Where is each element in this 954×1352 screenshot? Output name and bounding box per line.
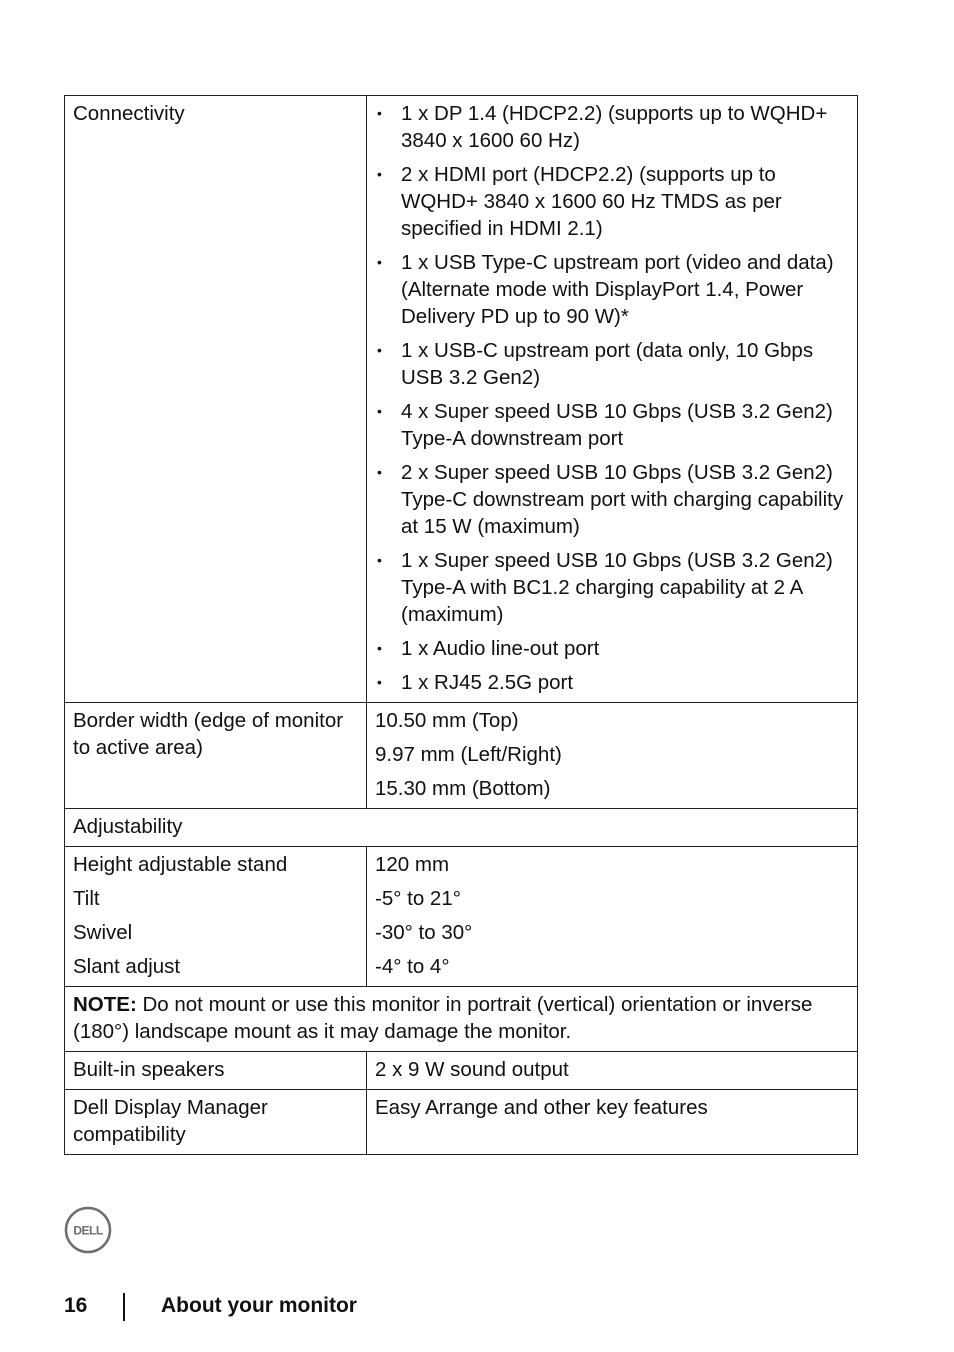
connectivity-item: • 1 x Super speed USB 10 Gbps (USB 3.2 Gen2) Type-A with BC1.2 charging capability at 2 A (maximum): [377, 549, 833, 626]
bullet-icon: •: [377, 254, 382, 270]
adjustability-labels: [65, 847, 367, 987]
ddm-row: [65, 1090, 858, 1155]
bullet-icon: •: [377, 464, 382, 480]
border-width-row: [65, 703, 858, 809]
dell-logo: [64, 1206, 112, 1254]
connectivity-item: • 1 x Audio line-out port: [377, 637, 600, 660]
connectivity-row: [65, 96, 858, 703]
note-cell: [65, 987, 858, 1052]
adjustability-row: [65, 847, 858, 987]
adjustability-header: Adjustability: [65, 809, 858, 847]
adjustability-header-row: [65, 809, 858, 847]
bullet-icon: •: [377, 640, 382, 656]
connectivity-item: • 1 x USB Type-C upstream port (video and data) (Alternate mode with DisplayPort 1.4, Power Delivery PD up to 90 W)*: [377, 251, 834, 328]
bullet-icon: •: [377, 105, 382, 121]
dell-logo-text: DELL: [73, 1223, 103, 1238]
adjustability-value: -30° to 30°: [375, 921, 473, 944]
section-title: About your monitor: [161, 1294, 357, 1317]
connectivity-item: • 1 x RJ45 2.5G port: [377, 671, 574, 694]
connectivity-item: • 4 x Super speed USB 10 Gbps (USB 3.2 Gen2) Type-A downstream port: [377, 400, 833, 450]
adjustability-label: Tilt: [73, 887, 100, 910]
border-width-value: 15.30 mm (Bottom): [375, 777, 551, 800]
speakers-row: [65, 1052, 858, 1090]
adjustability-label: Height adjustable stand: [73, 853, 288, 876]
ddm-label: Dell Display Manager compatibility: [65, 1090, 367, 1155]
speakers-label: Built-in speakers: [65, 1052, 367, 1090]
ddm-value: Easy Arrange and other key features: [367, 1090, 858, 1155]
adjustability-value: -5° to 21°: [375, 887, 461, 910]
connectivity-item: • 1 x USB-C upstream port (data only, 10 Gbps USB 3.2 Gen2): [377, 339, 814, 389]
adjustability-value: -4° to 4°: [375, 955, 450, 978]
specifications-table: [64, 95, 858, 1155]
note-text: Do not mount or use this monitor in portrait (vertical) orientation or inverse (180°) landscape mount as it may damage the monitor.: [73, 993, 813, 1043]
note-label: NOTE:: [73, 993, 137, 1016]
footer-divider: [123, 1293, 125, 1321]
border-width-values: [367, 703, 858, 809]
adjustability-values: [367, 847, 858, 987]
connectivity-values: [367, 96, 858, 703]
border-width-value: 10.50 mm (Top): [375, 709, 519, 732]
note-row: [65, 987, 858, 1052]
connectivity-item: • 1 x DP 1.4 (HDCP2.2) (supports up to WQHD+ 3840 x 1600 60 Hz): [377, 102, 828, 152]
connectivity-item: • 2 x Super speed USB 10 Gbps (USB 3.2 Gen2) Type-C downstream port with charging capability at 15 W (maximum): [377, 461, 844, 538]
adjustability-value: 120 mm: [375, 853, 450, 876]
bullet-icon: •: [377, 552, 382, 568]
connectivity-label: Connectivity: [65, 96, 367, 703]
border-width-label: Border width (edge of monitor to active area): [65, 703, 367, 809]
bullet-icon: •: [377, 674, 382, 690]
page-number: 16: [64, 1294, 88, 1317]
speakers-value: 2 x 9 W sound output: [367, 1052, 858, 1090]
connectivity-list: [375, 100, 849, 696]
bullet-icon: •: [377, 342, 382, 358]
adjustability-label: Slant adjust: [73, 955, 181, 978]
border-width-value: 9.97 mm (Left/Right): [375, 743, 562, 766]
connectivity-item: • 2 x HDMI port (HDCP2.2) (supports up to WQHD+ 3840 x 1600 60 Hz TMDS as per specified in HDMI 2.1): [377, 163, 782, 240]
bullet-icon: •: [377, 403, 382, 419]
adjustability-label: Swivel: [73, 921, 133, 944]
bullet-icon: •: [377, 166, 382, 182]
